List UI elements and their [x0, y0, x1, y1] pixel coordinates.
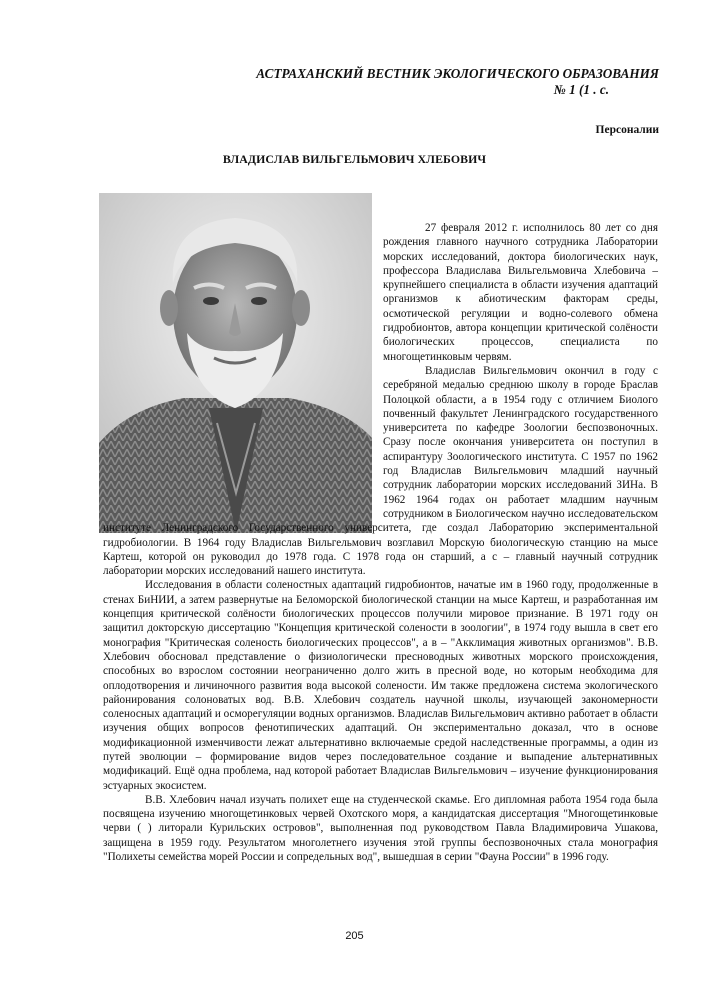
paragraph-2: Владислав Вильгельмович окончил в году с серебряной медалью среднюю школу в городе Браслав Полоцкой области, а в 1954 году с отличием Биолого почвенный факультет Ленинградского государственного университета по кафедре Зоологии беспозвоночных. Сразу после окончания университета он поступил в аспирантуру Зоологического института. С 1957 по 1962 год Владислав Вильгельмович младший научный сотрудник лаборатории морских исследований ЗИНа. В 1962 1964 годах он работает младшим научным сотрудником в Биологическом научно исследовательском институте Ленинградского Государственного университета, где создал Лабораторию экспериментальной гидробиологии. В 1964 году Владислав Вильгельмович возглавил Морскую биологическую станцию на мысе Картеш, которой он руководил до 1978 года. С 1978 года он старший, а с – главный научный сотрудник лаборатории морских исследований нашего института.: [103, 364, 658, 578]
section-label: Персоналии: [595, 124, 659, 136]
page-number: 205: [345, 930, 364, 942]
journal-title: АСТРАХАНСКИЙ ВЕСТНИК ЭКОЛОГИЧЕСКОГО ОБРАЗОВАНИЯ: [256, 66, 659, 81]
journal-header: [139, 66, 659, 98]
photo-wrap-spacer: [103, 193, 383, 509]
paragraph-3: Исследования в области соленостных адаптаций гидробионтов, начатые им в 1960 году, продолженные в стенах БиНИИ, а затем развернутые на Беломорской биологической станции на мысе Картеш, и разработанная им концепция критической солёности биологических процессов получили мировое признание. В 1971 году он защитил докторскую диссертацию "Концепция критической солености в зоологии", в 1974 году вышла в свет его монография "Критическая соленость биологических процессов", а в – "Акклимация животных организмов". В.В. Хлебович обосновал представление о физиологически пресноводных животных морского происхождения, способных во взрослом состоянии неограниченно долго жить в пресной воде, но которым необходима для оплодотворения и личиночного развития вода высокой солености. Им также предложена система экологического районирования солоноватых вод. В.В. Хлебович создатель научной школы, изучающей закономерности соленосных адаптаций и осморегуляции водных организмов. Владислав Вильгельмович активно работает в области изучения общих вопросов фенотипических адаптаций. Он экспериментально доказал, что в основе модификационной изменчивости лежат альтернативно включаемые средой наследственные программы, а один из путей эволюции – формирование видов через последовательное создание и выпадение альтернативных модификаций. Ещё одна проблема, над которой работает Владислав Вильгельмович – изучение функционирования эстуарных экосистем.: [103, 579, 658, 792]
article-body: [103, 221, 658, 864]
paragraph-4: В.В. Хлебович начал изучать полихет еще на студенческой скамье. Его дипломная работа 1954 года была посвящена изучению многощетинковых червей Охотского моря, а кандидатская диссертация "Многощетинковые черви ( ) литорали Курильских островов", выполненная под руководством Павла Владимировича Ушакова, защищена в 1959 году. Результатом многолетнего изучения этой группы беспозвоночных стала монография "Полихеты семейства морей России и сопредельных вод", вышедшая в серии "Фауна России" в 1996 году.: [103, 793, 658, 864]
paragraph-1: 27 февраля 2012 г. исполнилось 80 лет со дня рождения главного научного сотрудника Лаборатории морских исследований, доктора биологических наук, профессора Владислава Вильгельмовича Хлебовича – крупнейшего специалиста в области изучения адаптаций организмов к абиотическим факторам среды, осмотической регуляции и водно-солевого обмена гидробионтов, автора концепции критической солёности биологических процессов, специалиста по многощетинковым червям.: [383, 222, 658, 363]
article-title: ВЛАДИСЛАВ ВИЛЬГЕЛЬМОВИЧ ХЛЕБОВИЧ: [222, 152, 487, 166]
journal-issue: № 1 (1 . с.: [553, 82, 609, 97]
